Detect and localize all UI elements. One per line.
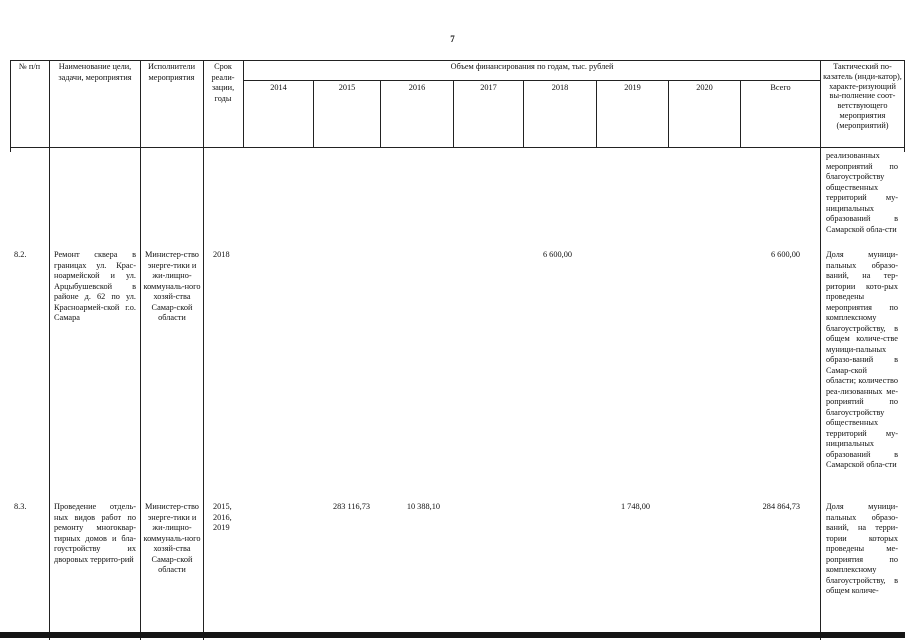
- page-number: 7: [450, 34, 455, 44]
- row-executor: Министер-ство энерге-тики и жи-лищно-коммуналь-ного хозяй-ства Самар-ской области: [143, 250, 201, 322]
- header-year-2018: 2018: [551, 83, 569, 92]
- row-indicator: Доля муници-пальных образо-ваний, на тер-ритории кото-рых проведены мероприятия по комплексному благоустройству, в общем количе-стве муници-пальных образо-ваний в Самар-ской области; количество реа-лизованных ме-роприятий по благоустройству общественных территорий му-ниципальных образований в Самарской обла-сти: [826, 250, 898, 469]
- row-value-2016: 10 388,10: [406, 502, 440, 511]
- header-term: Срок реали-зации, годы: [211, 62, 235, 103]
- header-indicator: Тактический по-казатель (инди-катор), характе-ризующий вы-полнение соот-ветствующего мероприятия (мероприятий): [823, 62, 902, 130]
- row-value-2019: 1 748,00: [620, 502, 650, 511]
- row-term: 2018: [213, 250, 230, 259]
- row-total: 284 864,73: [762, 502, 800, 511]
- header-year-2014: 2014: [270, 83, 287, 92]
- row-name: Проведение отдель-ных видов работ по ремонту многоквар-тирных домов и бла-гоустройству их дворовых террито-рий: [54, 502, 136, 564]
- header-funding: Объем финансирования по годам, тыс. рублей: [450, 62, 614, 71]
- continuation-indicator: реализованных мероприятий по благоустройству общественных территорий му-ниципальных образований в Самарской обла-сти: [826, 151, 898, 234]
- row-executor: Министер-ство энерге-тики и жи-лищно-коммуналь-ного хозяй-ства Самар-ской области: [143, 502, 201, 574]
- header-num: № п/п: [18, 62, 41, 71]
- row-value-2015: 283 116,73: [332, 502, 370, 511]
- scan-bottom-edge: [0, 632, 905, 638]
- row-num: 8.2.: [14, 250, 27, 259]
- row-term: 2015, 2016, 2019: [213, 502, 232, 532]
- header-year-2020: 2020: [696, 83, 713, 92]
- header-year-2015: 2015: [338, 83, 356, 92]
- header-total: Всего: [770, 83, 791, 92]
- header-executors: Исполнители мероприятия: [147, 62, 196, 82]
- row-value-2018: 6 600,00: [542, 250, 572, 259]
- header-name: Наименование цели, задачи, мероприятия: [58, 62, 132, 82]
- header-year-2019: 2019: [624, 83, 641, 92]
- header-year-2016: 2016: [408, 83, 426, 92]
- row-name: Ремонт сквера в границах ул. Крас-ноармейской и ул. Арцыбушевской в районе д. 62 по ул. Красноармей-ской г.о. Самара: [54, 250, 136, 322]
- row-num: 8.3.: [14, 502, 27, 511]
- header-year-2017: 2017: [480, 83, 497, 92]
- row-indicator: Доля муници-пальных образо-ваний, на терри-тории которых проведены ме-роприятия по комплексному благоустройству, в общем количе-: [826, 502, 898, 595]
- row-total: 6 600,00: [770, 250, 800, 259]
